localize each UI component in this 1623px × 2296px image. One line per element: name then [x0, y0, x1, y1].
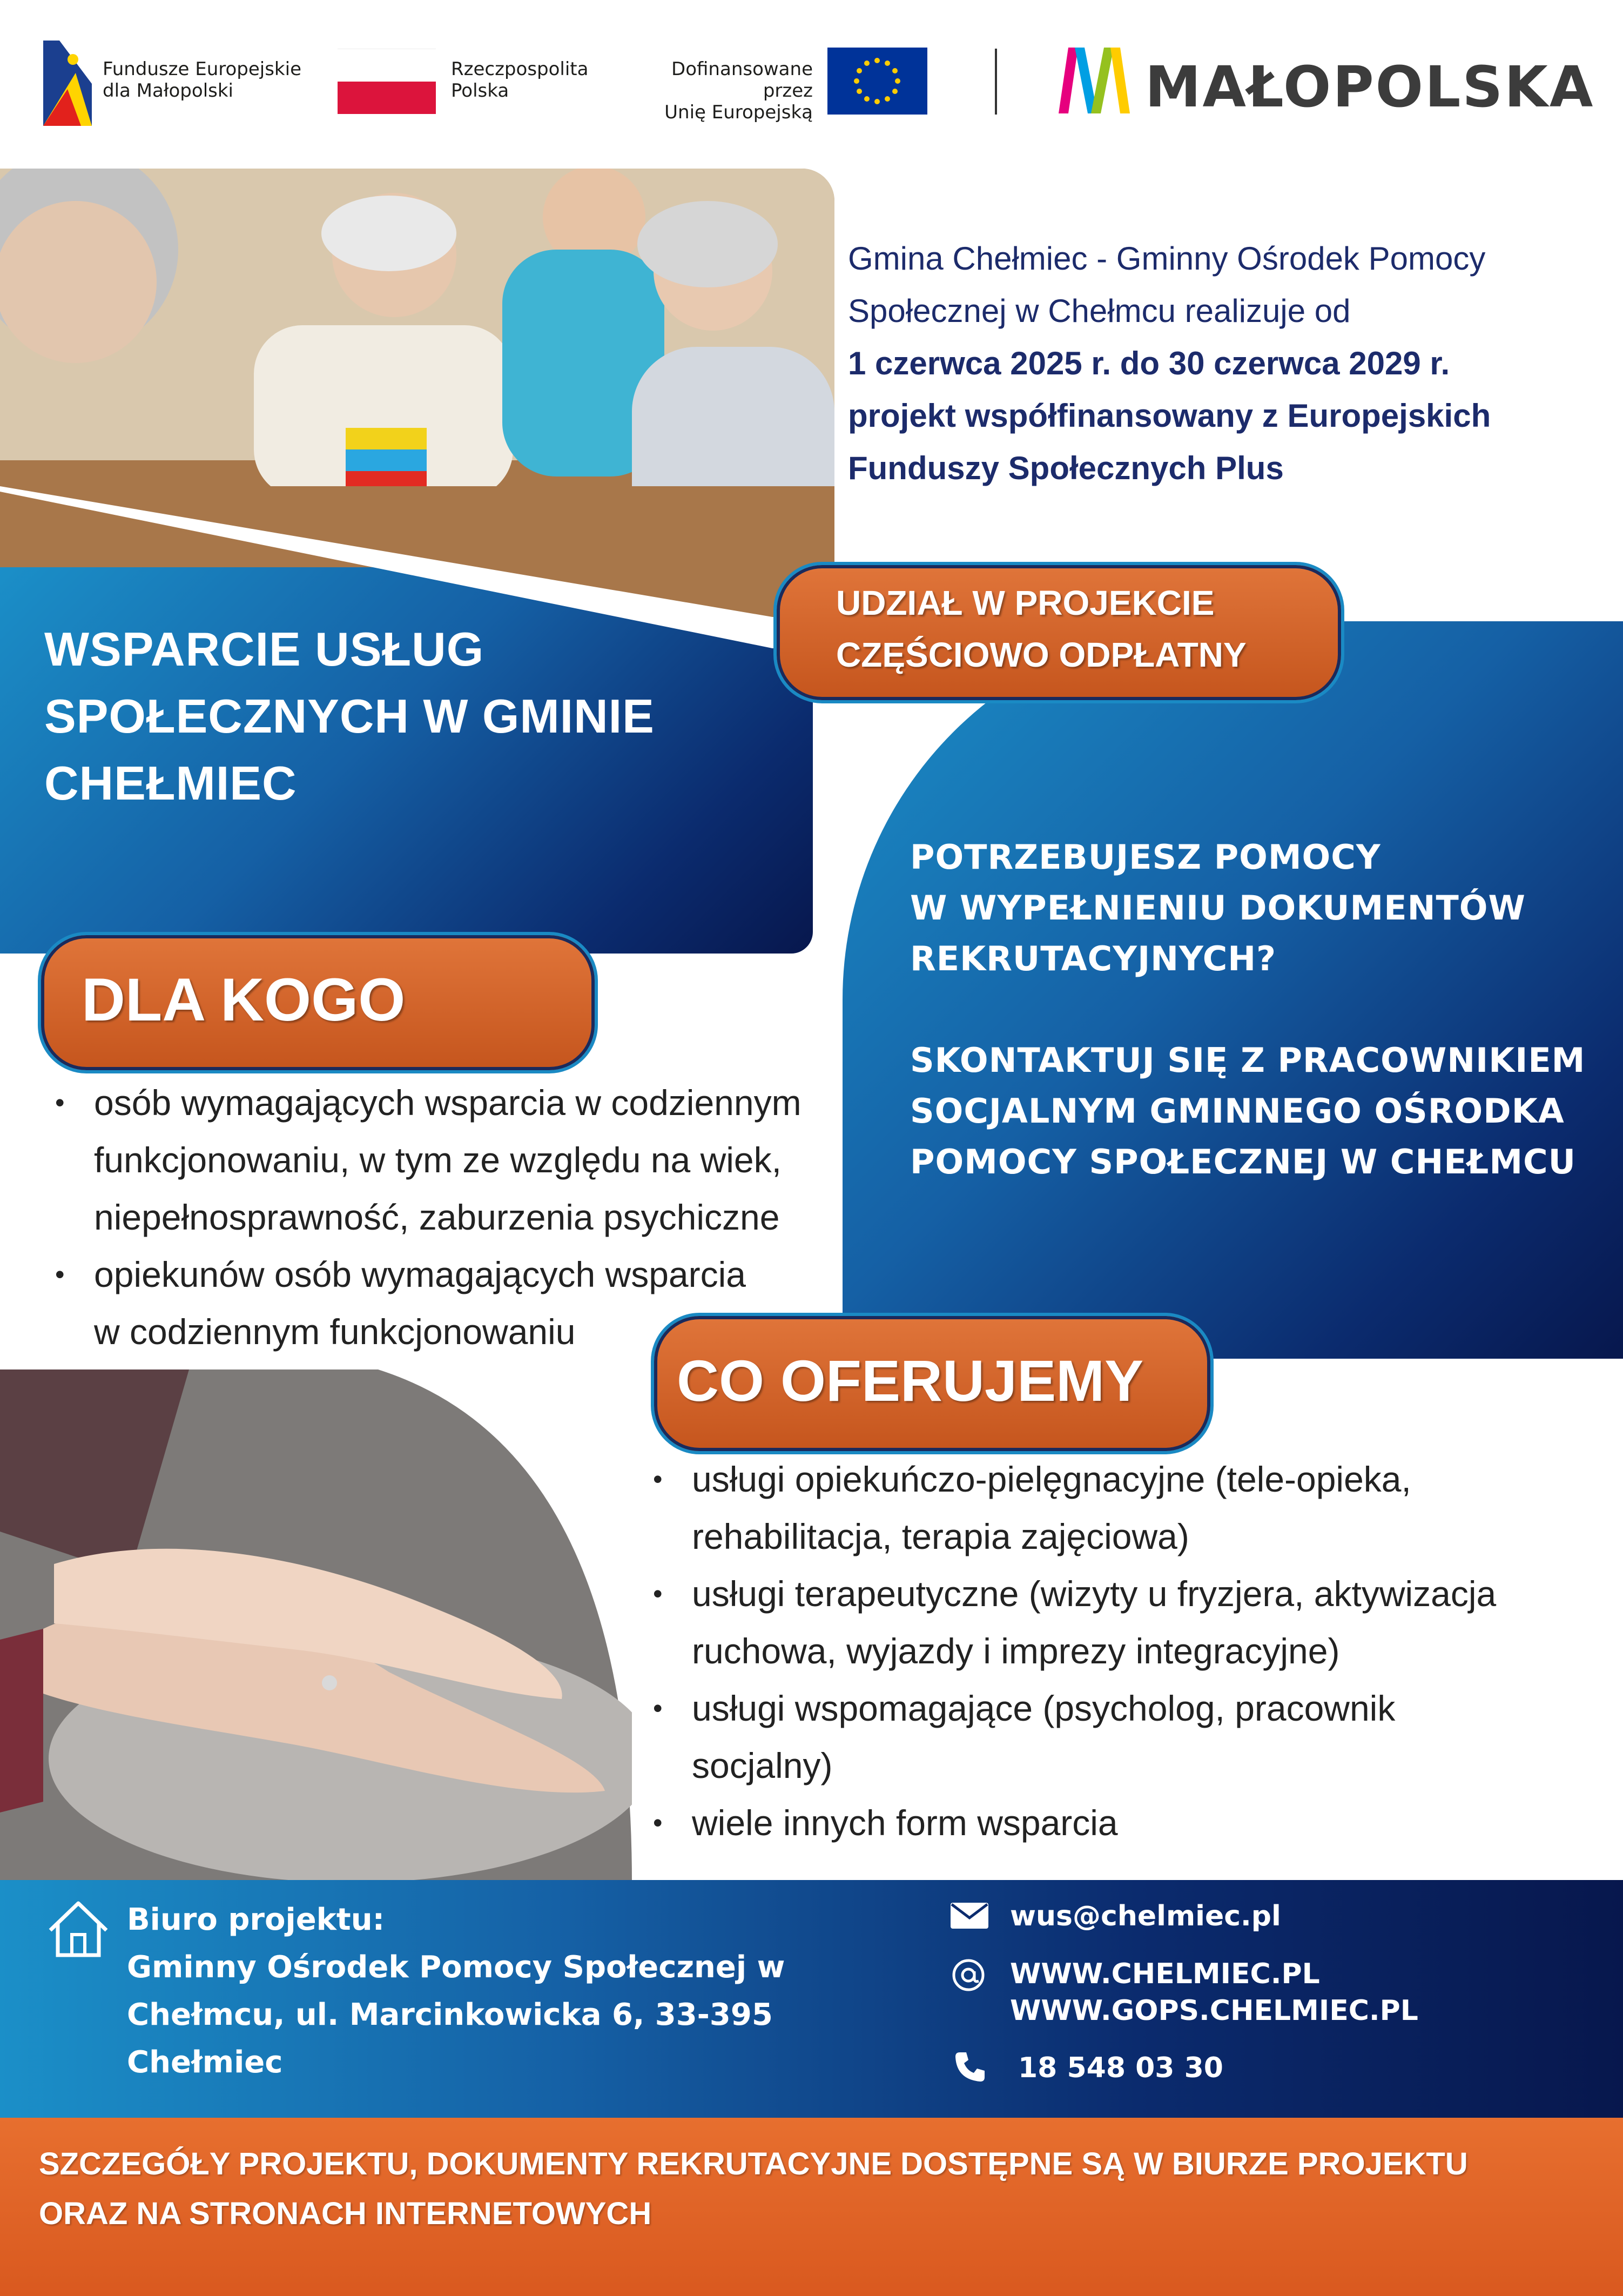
bottom-note	[39, 2139, 1605, 2239]
at-icon	[952, 1958, 985, 1992]
office-address-line3: Chełmiec	[127, 2045, 283, 2080]
offer-heading-pill	[651, 1313, 1214, 1454]
phone-number[interactable]: 18 548 03 30	[1018, 2052, 1223, 2084]
fe-logo-line1: Fundusze Europejskie	[103, 58, 301, 80]
intro-line4: projekt współfinansowany z Europejskich	[848, 398, 1491, 434]
home-icon	[46, 1899, 111, 1958]
phone-icon	[953, 2050, 987, 2084]
bottom-note-line2: ORAZ NA STRONACH INTERNETOWYCH	[39, 2196, 652, 2231]
help-question-line1: POTRZEBUJESZ POMOCY	[910, 837, 1381, 877]
help-panel-text	[910, 832, 1612, 1187]
help-answer-line2: SOCJALNYM GMINNEGO OŚRODKA	[910, 1091, 1565, 1131]
eu-line2: Unię Europejską	[664, 102, 813, 123]
fe-logo-line2: dla Małopolski	[103, 80, 233, 102]
main-title-line2: SPOŁECZNYCH W GMINIE	[44, 689, 655, 743]
intro-line5: Funduszy Społecznych Plus	[848, 450, 1284, 486]
list-item: • wiele innych form wsparcia	[640, 1794, 1612, 1851]
office-label: Biuro projektu:	[127, 1902, 385, 1937]
help-question-line2: W WYPEŁNIENIU DOKUMENTÓW	[910, 888, 1526, 928]
offer-list	[640, 1451, 1612, 1851]
rp-line1: Rzeczpospolita	[451, 58, 589, 80]
list-item: • usługi terapeutyczne (wizyty u fryzjera, aktywizacja ruchowa, wyjazdy i imprezy integracyjne)	[640, 1565, 1612, 1680]
for-whom-heading: DLA KOGO	[82, 966, 406, 1033]
fe-logo-icon	[43, 41, 92, 126]
list-item: • osób wymagających wsparcia w codziennym funkcjonowaniu, w tym ze względu na wiek, niepełnosprawność, zaburzenia psychiczne	[42, 1074, 863, 1246]
email-link[interactable]: wus@chelmiec.pl	[1010, 1900, 1281, 1932]
office-address-line2: Chełmcu, ul. Marcinkowicka 6, 33-395	[127, 1997, 773, 2032]
main-title-line1: WSPARCIE USŁUG	[44, 622, 484, 676]
main-title	[44, 616, 800, 817]
badge-line1: UDZIAŁ W PROJEKCIE	[836, 583, 1215, 622]
intro-line1: Gmina Chełmiec - Gminny Ośrodek Pomocy	[848, 240, 1486, 277]
help-answer-line3: POMOCY SPOŁECZNEJ W CHEŁMCU	[910, 1142, 1576, 1181]
website-link-2[interactable]: WWW.GOPS.CHELMIEC.PL	[1010, 1995, 1418, 2027]
help-answer-line1: SKONTAKTUJ SIĘ Z PRACOWNIKIEM	[910, 1040, 1586, 1080]
bottom-note-line1: SZCZEGÓŁY PROJEKTU, DOKUMENTY REKRUTACYJNE DOSTĘPNE SĄ W BIURZE PROJEKTU	[39, 2146, 1468, 2181]
hands-photo	[0, 1369, 632, 1883]
polish-flag-icon	[338, 49, 436, 113]
offer-heading: CO OFERUJEMY	[677, 1348, 1144, 1413]
malopolska-wordmark: MAŁOPOLSKA	[1145, 54, 1595, 120]
help-question-line3: REKRUTACYJNYCH?	[910, 939, 1277, 978]
office-address-line1: Gminny Ośrodek Pomocy Społecznej w	[127, 1950, 785, 1985]
header-divider	[995, 49, 997, 115]
mail-icon	[951, 1903, 988, 1929]
intro-line2: Społecznej w Chełmcu realizuje od	[848, 293, 1351, 329]
intro-text	[848, 232, 1604, 494]
website-link-1[interactable]: WWW.CHELMIEC.PL	[1010, 1958, 1320, 1990]
malopolska-logo-icon	[1059, 48, 1130, 113]
eu-line1: Dofinansowane przez	[671, 58, 813, 102]
list-item: • usługi opiekuńczo-pielęgnacyjne (tele-opieka, rehabilitacja, terapia zajęciowa)	[640, 1451, 1612, 1565]
photo-overlay-edge	[0, 486, 834, 617]
participation-badge	[773, 562, 1344, 703]
eu-flag-icon	[827, 48, 927, 115]
badge-line2: CZĘŚCIOWO ODPŁATNY	[836, 635, 1247, 674]
main-title-line3: CHEŁMIEC	[44, 756, 297, 810]
list-item: • opiekunów osób wymagających wsparcia w codziennym funkcjonowaniu	[42, 1246, 863, 1360]
list-item: • usługi wspomagające (psycholog, pracownik socjalny)	[640, 1680, 1612, 1794]
rp-line2: Polska	[451, 80, 509, 102]
web-links	[1010, 1956, 1418, 2029]
project-office	[127, 1896, 883, 2086]
header-logos	[0, 0, 1623, 162]
intro-dates: 1 czerwca 2025 r. do 30 czerwca 2029 r.	[848, 345, 1450, 381]
for-whom-heading-pill	[38, 932, 598, 1073]
